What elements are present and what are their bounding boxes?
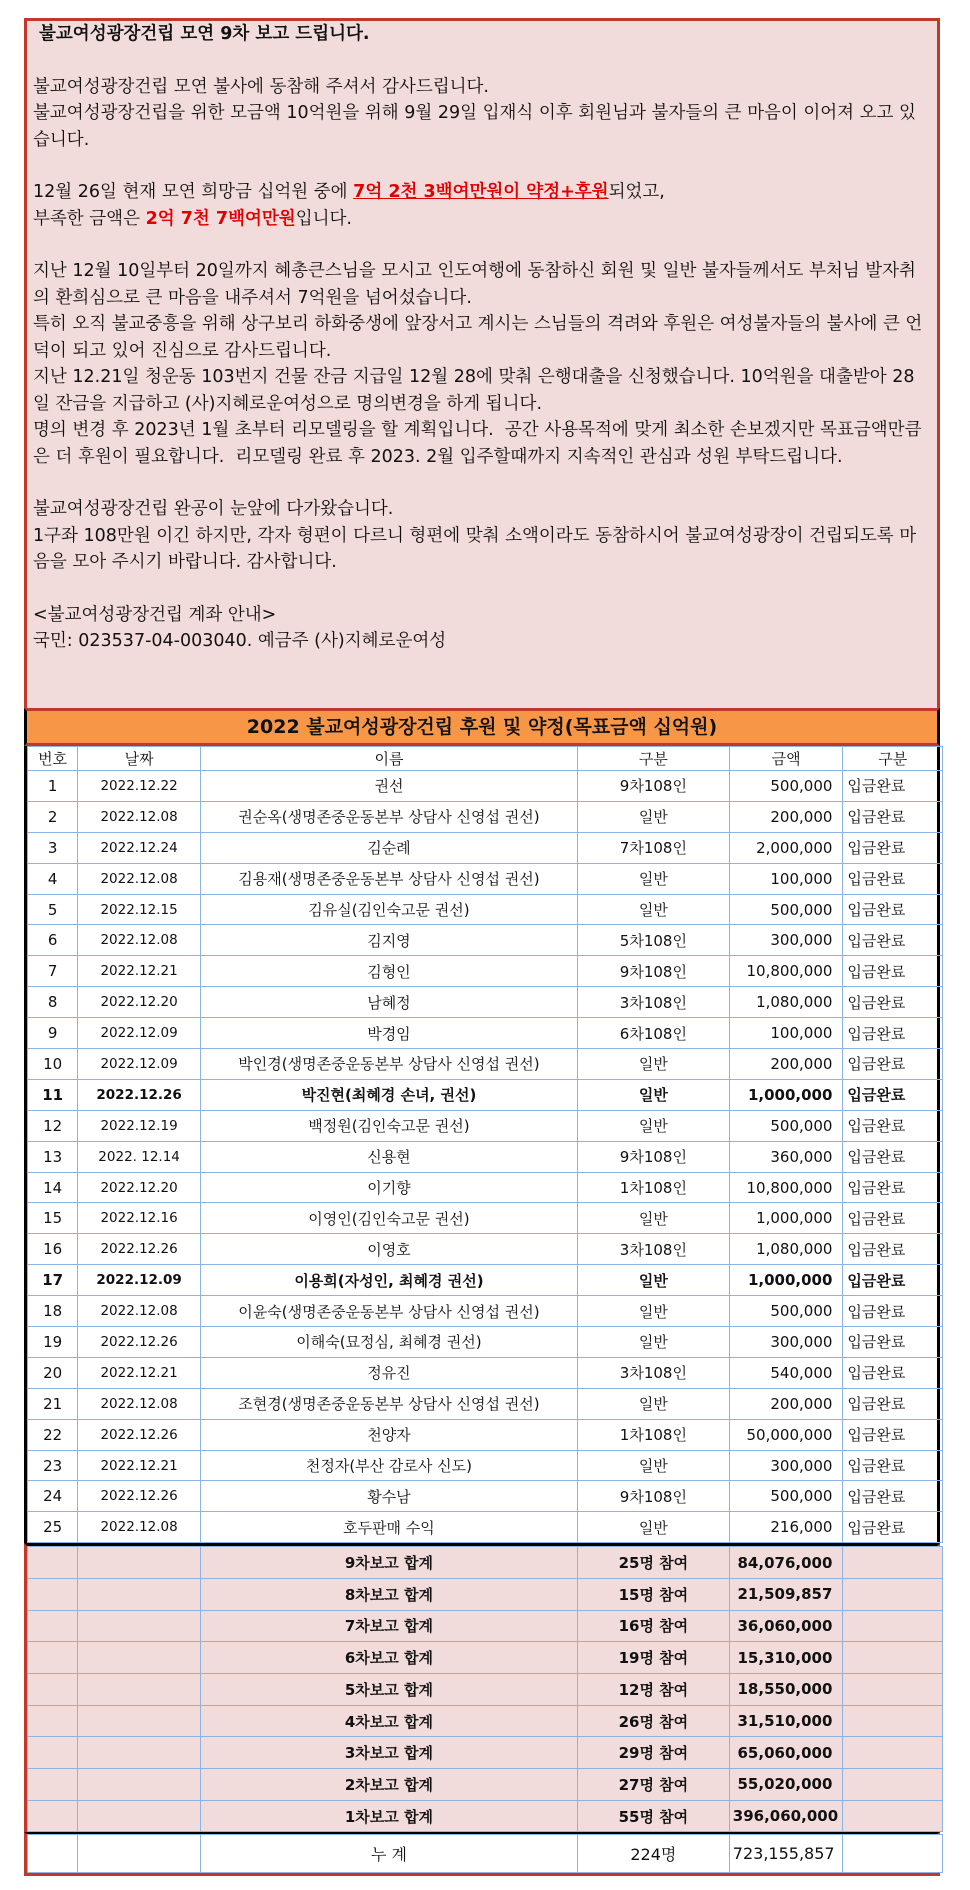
summary-row	[28, 1674, 943, 1706]
cell-category: 6차108인	[577, 1018, 729, 1049]
cell-amount: 500,000	[729, 1296, 843, 1327]
cell-empty	[78, 1674, 201, 1706]
cell-status: 입금완료	[843, 1234, 943, 1265]
cell-status: 입금완료	[843, 1110, 943, 1141]
table-row	[28, 1512, 943, 1543]
cell-date: 2022.12.09	[78, 1265, 201, 1296]
table-row	[28, 1388, 943, 1419]
cell-no: 1	[28, 771, 78, 802]
total-label: 누 계	[200, 1835, 577, 1873]
table-row	[28, 1141, 943, 1172]
summary-amount: 18,550,000	[729, 1674, 843, 1706]
summary-amount: 36,060,000	[729, 1610, 843, 1642]
cell-empty	[843, 1547, 943, 1579]
cell-amount: 200,000	[729, 1049, 843, 1080]
cell-category: 1차108인	[577, 1419, 729, 1450]
table-row	[28, 1018, 943, 1049]
notice-paragraph	[33, 206, 931, 233]
cell-no: 6	[28, 925, 78, 956]
cell-name: 천양자	[200, 1419, 577, 1450]
cell-no: 2	[28, 801, 78, 832]
cell-category: 3차108인	[577, 1234, 729, 1265]
cell-date: 2022.12.08	[78, 801, 201, 832]
table-row	[28, 1357, 943, 1388]
summary-amount: 31,510,000	[729, 1705, 843, 1737]
cell-category: 1차108인	[577, 1172, 729, 1203]
highlight-pledged: 7억 2천 3백여만원이 약정+후원	[353, 182, 609, 202]
cell-date: 2022.12.08	[78, 1512, 201, 1543]
cell-no: 20	[28, 1357, 78, 1388]
cell-no: 21	[28, 1388, 78, 1419]
cell-no: 14	[28, 1172, 78, 1203]
cell-status: 입금완료	[843, 1172, 943, 1203]
cell-amount: 1,000,000	[729, 1265, 843, 1296]
cell-empty	[28, 1769, 78, 1801]
notice-paragraph: 지난 12.21일 청운동 103번지 건물 잔금 지급일 12월 28에 맞춰 은행대출을 신청했습니다. 10억원을 대출받아 28일 잔금을 지급하고 (사)지혜로운여성으로 명의변경을 하게 됩니다.	[33, 367, 915, 414]
cell-empty	[78, 1642, 201, 1674]
header-date: 날짜	[78, 747, 201, 771]
summary-count: 12명 참여	[577, 1674, 729, 1706]
summary-label: 8차보고 합계	[200, 1578, 577, 1610]
cell-empty	[78, 1578, 201, 1610]
account-title: <불교여성광장건립 계좌 안내>	[33, 604, 277, 625]
cell-amount: 500,000	[729, 894, 843, 925]
cell-empty	[28, 1800, 78, 1832]
cell-status: 입금완료	[843, 1450, 943, 1481]
cell-status: 입금완료	[843, 1265, 943, 1296]
summary-count: 15명 참여	[577, 1578, 729, 1610]
summary-table	[27, 1546, 943, 1832]
total-table	[27, 1834, 943, 1873]
header-amount: 금액	[729, 747, 843, 771]
cell-empty	[28, 1737, 78, 1769]
summary-amount: 396,060,000	[729, 1800, 843, 1832]
cell-date: 2022.12.16	[78, 1203, 201, 1234]
cell-amount: 50,000,000	[729, 1419, 843, 1450]
cell-amount: 500,000	[729, 1110, 843, 1141]
summary-amount: 65,060,000	[729, 1737, 843, 1769]
notice-paragraph: 불교여성광장건립 모연 불사에 동참해 주셔서 감사드립니다.	[33, 76, 489, 97]
cell-empty	[28, 1547, 78, 1579]
cell-date: 2022.12.26	[78, 1079, 201, 1110]
cell-status: 입금완료	[843, 1141, 943, 1172]
table-row	[28, 832, 943, 863]
notice-paragraph: 특히 오직 불교중흥을 위해 상구보리 하화중생에 앞장서고 계시는 스님들의 격려와 후원은 여성불자들의 불사에 큰 언덕이 되고 있어 진심으로 감사드립니다.	[33, 314, 923, 361]
cell-empty	[843, 1578, 943, 1610]
cell-name: 이윤숙(생명존중운동본부 상담사 신영섭 권선)	[200, 1296, 577, 1327]
cell-empty	[78, 1705, 201, 1737]
cell-date: 2022.12.26	[78, 1419, 201, 1450]
summary-row	[28, 1610, 943, 1642]
total-count: 224명	[577, 1835, 729, 1873]
cell-name: 이기향	[200, 1172, 577, 1203]
header-name: 이름	[200, 747, 577, 771]
table-row	[28, 894, 943, 925]
summary-count: 16명 참여	[577, 1610, 729, 1642]
cell-date: 2022.12.08	[78, 863, 201, 894]
cell-date: 2022.12.26	[78, 1327, 201, 1358]
cell-amount: 360,000	[729, 1141, 843, 1172]
notice-paragraph: 지난 12월 10일부터 20일까지 혜총큰스님을 모시고 인도여행에 동참하신 회원 및 일반 불자들께서도 부처님 발자취의 환희심으로 큰 마음을 내주셔서 7억원을 넘어섰습니다.	[33, 261, 916, 308]
summary-label: 9차보고 합계	[200, 1547, 577, 1579]
text: 입니다.	[295, 208, 352, 229]
cell-name: 신용현	[200, 1141, 577, 1172]
cell-empty	[78, 1610, 201, 1642]
cell-status: 입금완료	[843, 832, 943, 863]
text: 부족한 금액은	[33, 208, 146, 229]
cell-status: 입금완료	[843, 956, 943, 987]
cell-no: 16	[28, 1234, 78, 1265]
cell-amount: 1,080,000	[729, 987, 843, 1018]
spreadsheet	[24, 18, 940, 1876]
cell-name: 황수남	[200, 1481, 577, 1512]
cell-no: 4	[28, 863, 78, 894]
cell-amount: 500,000	[729, 1481, 843, 1512]
cell-status: 입금완료	[843, 894, 943, 925]
notice-paragraph: 1구좌 108만원 이긴 하지만, 각자 형편이 다르니 형편에 맞춰 소액이라도 동참하시어 불교여성광장이 건립되도록 마음을 모아 주시기 바랍니다. 감사합니다.	[33, 525, 917, 572]
cell-amount: 100,000	[729, 863, 843, 894]
cell-empty	[78, 1769, 201, 1801]
cell-category: 일반	[577, 1079, 729, 1110]
cell-category: 5차108인	[577, 925, 729, 956]
cell-no: 25	[28, 1512, 78, 1543]
cell-category: 일반	[577, 1110, 729, 1141]
cell-no: 17	[28, 1265, 78, 1296]
cell-no: 19	[28, 1327, 78, 1358]
cell-no: 5	[28, 894, 78, 925]
summary-row	[28, 1578, 943, 1610]
total-row	[28, 1835, 943, 1873]
cell-no: 13	[28, 1141, 78, 1172]
summary-row	[28, 1705, 943, 1737]
table-row	[28, 1110, 943, 1141]
header-status: 구분	[843, 747, 943, 771]
cell-no: 24	[28, 1481, 78, 1512]
cell-date: 2022.12.20	[78, 1172, 201, 1203]
cell-empty	[843, 1737, 943, 1769]
cell-category: 3차108인	[577, 987, 729, 1018]
cell-category: 9차108인	[577, 1141, 729, 1172]
cell-status: 입금완료	[843, 1388, 943, 1419]
cell-empty	[843, 1610, 943, 1642]
table-row	[28, 1481, 943, 1512]
cell-date: 2022.12.20	[78, 987, 201, 1018]
table-row	[28, 925, 943, 956]
cell-no: 8	[28, 987, 78, 1018]
cell-amount: 500,000	[729, 771, 843, 802]
cell-empty	[78, 1737, 201, 1769]
cell-name: 김유실(김인숙고문 권선)	[200, 894, 577, 925]
cell-category: 일반	[577, 1203, 729, 1234]
cell-amount: 1,080,000	[729, 1234, 843, 1265]
cell-status: 입금완료	[843, 1203, 943, 1234]
cell-name: 김지영	[200, 925, 577, 956]
cell-empty	[28, 1610, 78, 1642]
table-row	[28, 1450, 943, 1481]
summary-amount: 15,310,000	[729, 1642, 843, 1674]
summary-amount: 84,076,000	[729, 1547, 843, 1579]
cell-category: 일반	[577, 801, 729, 832]
cell-name: 조현경(생명존중운동본부 상담사 신영섭 권선)	[200, 1388, 577, 1419]
summary-count: 25명 참여	[577, 1547, 729, 1579]
cell-name: 백정원(김인숙고문 권선)	[200, 1110, 577, 1141]
cell-category: 3차108인	[577, 1357, 729, 1388]
notice-paragraph	[33, 179, 931, 206]
cell-empty	[28, 1705, 78, 1737]
cell-no: 11	[28, 1079, 78, 1110]
table-row	[28, 1049, 943, 1080]
header-no: 번호	[28, 747, 78, 771]
cell-category: 일반	[577, 1327, 729, 1358]
cell-category: 일반	[577, 1296, 729, 1327]
cell-name: 정유진	[200, 1357, 577, 1388]
cell-amount: 10,800,000	[729, 956, 843, 987]
table-row	[28, 801, 943, 832]
cell-date: 2022.12.19	[78, 1110, 201, 1141]
cell-category: 일반	[577, 1512, 729, 1543]
summary-row	[28, 1800, 943, 1832]
cell-amount: 200,000	[729, 1388, 843, 1419]
cell-status: 입금완료	[843, 925, 943, 956]
cell-empty	[78, 1547, 201, 1579]
cell-category: 일반	[577, 894, 729, 925]
cell-status: 입금완료	[843, 1049, 943, 1080]
summary-count: 27명 참여	[577, 1769, 729, 1801]
summary-row	[28, 1642, 943, 1674]
table-header-row	[28, 747, 943, 771]
cell-name: 호두판매 수익	[200, 1512, 577, 1543]
cell-date: 2022.12.21	[78, 956, 201, 987]
cell-status: 입금완료	[843, 863, 943, 894]
table-row	[28, 1327, 943, 1358]
table-row	[28, 771, 943, 802]
table-row	[28, 1265, 943, 1296]
notice-box	[24, 18, 940, 708]
cell-amount: 300,000	[729, 1450, 843, 1481]
cell-empty	[843, 1800, 943, 1832]
summary-label: 1차보고 합계	[200, 1800, 577, 1832]
cell-empty	[28, 1674, 78, 1706]
cell-no: 10	[28, 1049, 78, 1080]
summary-count: 55명 참여	[577, 1800, 729, 1832]
table-row	[28, 1079, 943, 1110]
cell-amount: 300,000	[729, 1327, 843, 1358]
table-row	[28, 987, 943, 1018]
cell-status: 입금완료	[843, 1296, 943, 1327]
summary-label: 4차보고 합계	[200, 1705, 577, 1737]
cell-name: 권순옥(생명존중운동본부 상담사 신영섭 권선)	[200, 801, 577, 832]
summary-amount: 55,020,000	[729, 1769, 843, 1801]
cell-date: 2022.12.08	[78, 1296, 201, 1327]
cell-no: 12	[28, 1110, 78, 1141]
cell-status: 입금완료	[843, 771, 943, 802]
cell-status: 입금완료	[843, 801, 943, 832]
cell-category: 일반	[577, 1450, 729, 1481]
cell-date: 2022.12.26	[78, 1234, 201, 1265]
cell-category: 9차108인	[577, 956, 729, 987]
cell-date: 2022.12.22	[78, 771, 201, 802]
cell-amount: 540,000	[729, 1357, 843, 1388]
cell-status: 입금완료	[843, 1512, 943, 1543]
cell-amount: 100,000	[729, 1018, 843, 1049]
cell-status: 입금완료	[843, 1357, 943, 1388]
cell-name: 박진현(최혜경 손녀, 권선)	[200, 1079, 577, 1110]
table-title: 2022 불교여성광장건립 후원 및 약정(목표금액 십억원)	[24, 708, 940, 746]
cell-name: 이영호	[200, 1234, 577, 1265]
table-row	[28, 1234, 943, 1265]
notice-paragraph: 불교여성광장건립 완공이 눈앞에 다가왔습니다.	[33, 499, 394, 519]
summary-label: 3차보고 합계	[200, 1737, 577, 1769]
cell-name: 권선	[200, 771, 577, 802]
text: 되었고,	[608, 182, 665, 202]
cell-category: 일반	[577, 1265, 729, 1296]
cell-name: 이용희(자성인, 최혜경 권선)	[200, 1265, 577, 1296]
cell-name: 이영인(김인숙고문 권선)	[200, 1203, 577, 1234]
summary-row	[28, 1737, 943, 1769]
table-row	[28, 1172, 943, 1203]
account-info: 국민: 023537-04-003040. 예금주 (사)지혜로운여성	[33, 631, 447, 651]
donation-table	[27, 746, 943, 1543]
cell-empty	[28, 1835, 78, 1873]
cell-amount: 200,000	[729, 801, 843, 832]
cell-amount: 1,000,000	[729, 1079, 843, 1110]
cell-no: 9	[28, 1018, 78, 1049]
table-row	[28, 863, 943, 894]
cell-date: 2022.12.21	[78, 1357, 201, 1388]
cell-empty	[843, 1835, 943, 1873]
cell-name: 김형인	[200, 956, 577, 987]
summary-label: 7차보고 합계	[200, 1610, 577, 1642]
header-category: 구분	[577, 747, 729, 771]
cell-category: 9차108인	[577, 771, 729, 802]
summary-count: 19명 참여	[577, 1642, 729, 1674]
cell-date: 2022.12.15	[78, 894, 201, 925]
cell-empty	[78, 1835, 201, 1873]
cell-category: 일반	[577, 1388, 729, 1419]
cell-empty	[843, 1674, 943, 1706]
summary-label: 5차보고 합계	[200, 1674, 577, 1706]
cell-empty	[78, 1800, 201, 1832]
cell-category: 9차108인	[577, 1481, 729, 1512]
cell-date: 2022.12.08	[78, 1388, 201, 1419]
cell-name: 남혜정	[200, 987, 577, 1018]
cell-no: 7	[28, 956, 78, 987]
summary-label: 6차보고 합계	[200, 1642, 577, 1674]
cell-category: 일반	[577, 863, 729, 894]
notice-paragraph: 불교여성광장건립을 위한 모금액 10억원을 위해 9월 29일 입재식 이후 회원님과 불자들의 큰 마음이 이어져 오고 있습니다.	[33, 103, 916, 150]
text: 12월 26일 현재 모연 희망금 십억원 중에	[33, 182, 354, 202]
summary-count: 29명 참여	[577, 1737, 729, 1769]
table-row	[28, 1203, 943, 1234]
table-row	[28, 956, 943, 987]
cell-empty	[28, 1578, 78, 1610]
cell-empty	[843, 1769, 943, 1801]
cell-status: 입금완료	[843, 1079, 943, 1110]
cell-name: 이해숙(묘정심, 최혜경 권선)	[200, 1327, 577, 1358]
cell-name: 박인경(생명존중운동본부 상담사 신영섭 권선)	[200, 1049, 577, 1080]
cell-empty	[28, 1642, 78, 1674]
cell-date: 2022.12.21	[78, 1450, 201, 1481]
cell-empty	[843, 1705, 943, 1737]
cell-no: 22	[28, 1419, 78, 1450]
table-row	[28, 1296, 943, 1327]
cell-status: 입금완료	[843, 1327, 943, 1358]
cell-date: 2022. 12.14	[78, 1141, 201, 1172]
cell-name: 박경임	[200, 1018, 577, 1049]
notice-paragraph: 명의 변경 후 2023년 1월 초부터 리모델링을 할 계획입니다. 공간 사용목적에 맞게 최소한 손보겠지만 목표금액만큼은 더 후원이 필요합니다. 리모델링 완료 후 2023. 2월 입주할때까지 지속적인 관심과 성원 부탁드립니다.	[33, 420, 922, 467]
cell-date: 2022.12.09	[78, 1049, 201, 1080]
cell-name: 천정자(부산 감로사 신도)	[200, 1450, 577, 1481]
cell-status: 입금완료	[843, 1481, 943, 1512]
cell-no: 23	[28, 1450, 78, 1481]
cell-status: 입금완료	[843, 987, 943, 1018]
cell-status: 입금완료	[843, 1018, 943, 1049]
cell-amount: 216,000	[729, 1512, 843, 1543]
summary-count: 26명 참여	[577, 1705, 729, 1737]
table-row	[28, 1419, 943, 1450]
cell-date: 2022.12.26	[78, 1481, 201, 1512]
cell-date: 2022.12.09	[78, 1018, 201, 1049]
summary-row	[28, 1547, 943, 1579]
summary-amount: 21,509,857	[729, 1578, 843, 1610]
cell-status: 입금완료	[843, 1419, 943, 1450]
cell-category: 7차108인	[577, 832, 729, 863]
cell-empty	[843, 1642, 943, 1674]
cell-no: 3	[28, 832, 78, 863]
cell-amount: 300,000	[729, 925, 843, 956]
cell-name: 김순례	[200, 832, 577, 863]
summary-row	[28, 1769, 943, 1801]
cell-amount: 2,000,000	[729, 832, 843, 863]
notice-title: 불교여성광장건립 모연 9차 보고 드립니다.	[39, 24, 370, 44]
total-amount: 723,155,857	[729, 1835, 843, 1873]
cell-no: 18	[28, 1296, 78, 1327]
cell-date: 2022.12.08	[78, 925, 201, 956]
cell-amount: 10,800,000	[729, 1172, 843, 1203]
cell-date: 2022.12.24	[78, 832, 201, 863]
cell-name: 김용재(생명존중운동본부 상담사 신영섭 권선)	[200, 863, 577, 894]
highlight-remaining: 2억 7천 7백여만원	[145, 208, 296, 229]
cell-amount: 1,000,000	[729, 1203, 843, 1234]
summary-label: 2차보고 합계	[200, 1769, 577, 1801]
cell-no: 15	[28, 1203, 78, 1234]
cell-category: 일반	[577, 1049, 729, 1080]
